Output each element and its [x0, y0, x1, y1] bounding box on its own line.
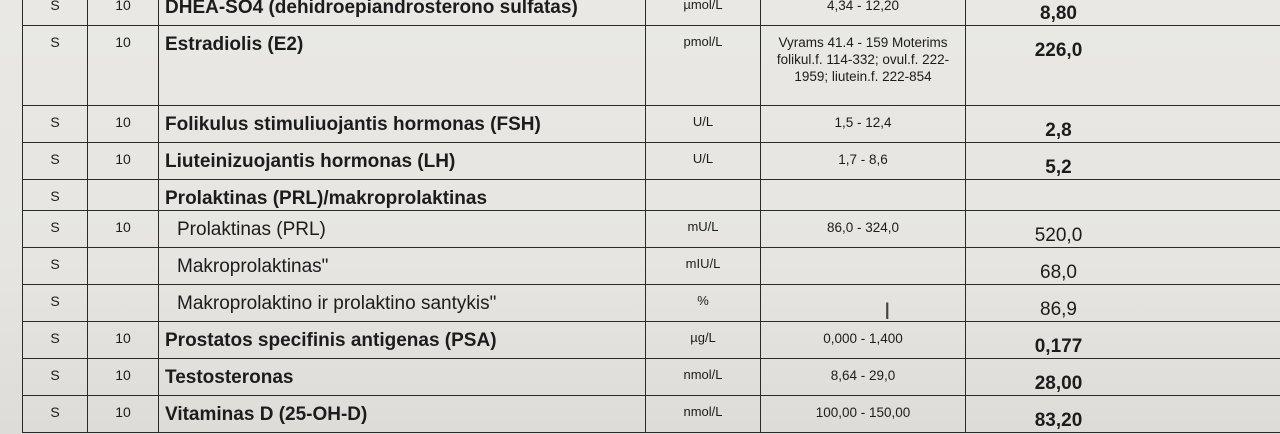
- test-code: 10: [115, 404, 131, 420]
- table-row: [23, 0, 1280, 26]
- unit-cell: [646, 396, 761, 433]
- reference-range: [761, 285, 965, 293]
- test-code: 10: [115, 219, 131, 235]
- unit: [646, 180, 760, 188]
- specimen-code-cell: [23, 0, 88, 26]
- reference-range: 8,64 - 29,0: [830, 368, 896, 383]
- table-row: [23, 180, 1280, 211]
- table-row: [23, 211, 1280, 248]
- specimen-code: S: [50, 219, 60, 235]
- result-value-cell: [966, 0, 1280, 26]
- test-code-cell: [88, 143, 159, 180]
- reference-range-cell: [761, 396, 966, 433]
- test-name-cell: [159, 396, 646, 433]
- test-name: Folikulus stimuliuojantis hormonas (FSH): [165, 114, 541, 135]
- result-value: 2,8: [1045, 120, 1072, 141]
- unit-cell: [646, 26, 761, 106]
- specimen-code: S: [50, 293, 60, 309]
- test-code-cell: [88, 359, 159, 396]
- unit-cell: [646, 0, 761, 26]
- table-row: [23, 322, 1280, 359]
- specimen-code-cell: [23, 211, 88, 248]
- result-value-cell: [966, 106, 1280, 143]
- specimen-code: S: [50, 367, 60, 383]
- test-code: 10: [115, 34, 131, 50]
- result-value: 8,80: [1040, 3, 1077, 24]
- test-code: [88, 285, 158, 293]
- table-row: [23, 26, 1280, 106]
- result-value: 5,2: [1045, 157, 1072, 178]
- lab-results-table: [22, 0, 1280, 433]
- reference-range: 1,5 - 12,4: [834, 115, 892, 130]
- reference-range: 0,000 - 1,400: [823, 331, 903, 346]
- reference-range: 1,7 - 8,6: [838, 152, 888, 167]
- unit: µg/L: [690, 330, 716, 345]
- test-name: Testosteronas: [165, 367, 294, 388]
- test-name-cell: [159, 180, 646, 211]
- test-name: Makroprolaktino ir prolaktino santykis": [177, 293, 497, 314]
- reference-range: 4,34 - 12,20: [826, 0, 900, 13]
- test-name-cell: [159, 26, 646, 106]
- reference-range-cell: [761, 143, 966, 180]
- unit-cell: [646, 285, 761, 322]
- result-value-cell: [966, 180, 1280, 211]
- specimen-code: S: [50, 34, 60, 50]
- result-value: 28,00: [1034, 373, 1083, 394]
- result-value: 226,0: [1034, 40, 1083, 61]
- table-row: [23, 285, 1280, 322]
- unit-cell: [646, 359, 761, 396]
- specimen-code: S: [50, 0, 60, 13]
- reference-range: 100,00 - 150,00: [815, 405, 911, 420]
- test-code: 10: [115, 114, 131, 130]
- reference-range: [761, 180, 965, 188]
- text-cursor-icon: I: [884, 300, 891, 325]
- result-value: 86,9: [1040, 299, 1077, 320]
- unit-cell: [646, 143, 761, 180]
- unit: nmol/L: [683, 367, 723, 382]
- result-value: 0,177: [1034, 336, 1083, 357]
- specimen-code: S: [50, 404, 60, 420]
- test-code-cell: [88, 285, 159, 322]
- specimen-code: S: [50, 330, 60, 346]
- specimen-code: S: [50, 188, 60, 204]
- test-name-cell: [159, 143, 646, 180]
- reference-range: [761, 248, 965, 256]
- result-value: 520,0: [1034, 225, 1083, 246]
- result-value-cell: [966, 396, 1280, 433]
- test-code: 10: [115, 151, 131, 167]
- unit: U/L: [692, 114, 714, 129]
- reference-range: Vyrams 41.4 - 159 Moterims folikul.f. 114-332; ovul.f. 222-1959; liutein.f. 222-854: [776, 35, 950, 84]
- result-value: [966, 180, 1151, 194]
- specimen-code: S: [50, 151, 60, 167]
- unit: nmol/L: [683, 404, 723, 419]
- test-code: 10: [115, 0, 131, 13]
- result-value-cell: [966, 143, 1280, 180]
- test-code: [88, 180, 158, 188]
- reference-range-cell: [761, 285, 966, 325]
- reference-range-cell: [761, 180, 966, 211]
- test-name-cell: [159, 106, 646, 143]
- result-value-cell: [966, 248, 1280, 285]
- test-name-cell: [159, 0, 646, 26]
- specimen-code-cell: [23, 359, 88, 396]
- unit: µmol/L: [683, 0, 723, 12]
- reference-range-cell: [761, 248, 966, 285]
- table-row: [23, 248, 1280, 285]
- test-code-cell: [88, 26, 159, 106]
- test-name: Estradiolis (E2): [165, 34, 304, 55]
- unit-cell: [646, 106, 761, 143]
- test-code-cell: [88, 322, 159, 359]
- unit: pmol/L: [683, 34, 723, 49]
- reference-range-cell: [761, 211, 966, 248]
- test-name: Liuteinizuojantis hormonas (LH): [165, 151, 456, 172]
- specimen-code-cell: [23, 26, 88, 106]
- reference-range: 86,0 - 324,0: [826, 220, 900, 235]
- lab-results-body: [23, 0, 1280, 433]
- reference-range-cell: [761, 322, 966, 359]
- specimen-code-cell: [23, 396, 88, 433]
- test-name-cell: [159, 211, 646, 248]
- unit: mU/L: [687, 219, 719, 234]
- test-name: Prostatos specifinis antigenas (PSA): [165, 330, 497, 351]
- test-code-cell: [88, 248, 159, 285]
- table-row: [23, 143, 1280, 180]
- reference-range-cell: [761, 0, 966, 26]
- unit-cell: [646, 180, 761, 211]
- test-code-cell: [88, 180, 159, 211]
- test-code-cell: [88, 106, 159, 143]
- test-code-cell: [88, 396, 159, 433]
- reference-range-cell: [761, 359, 966, 396]
- result-value-cell: [966, 211, 1280, 248]
- unit-cell: [646, 322, 761, 359]
- test-code-cell: [88, 0, 159, 26]
- specimen-code-cell: [23, 143, 88, 180]
- test-name-cell: [159, 322, 646, 359]
- test-name: Vitaminas D (25-OH-D): [165, 404, 368, 425]
- unit-cell: [646, 248, 761, 285]
- table-row: [23, 106, 1280, 143]
- result-value-cell: [966, 285, 1280, 322]
- test-code: 10: [115, 330, 131, 346]
- specimen-code: S: [50, 256, 60, 272]
- result-value-cell: [966, 322, 1280, 359]
- unit: %: [697, 293, 709, 308]
- reference-range-cell: [761, 26, 966, 106]
- unit: U/L: [692, 151, 714, 166]
- test-name: Prolaktinas (PRL): [177, 219, 326, 240]
- specimen-code: S: [50, 114, 60, 130]
- test-name: Makroprolaktinas": [177, 256, 329, 277]
- test-name: DHEA-SO4 (dehidroepiandrosterono sulfatas): [165, 0, 578, 18]
- test-code-cell: [88, 211, 159, 248]
- specimen-code-cell: [23, 248, 88, 285]
- test-code: 10: [115, 367, 131, 383]
- test-name-cell: [159, 359, 646, 396]
- specimen-code-cell: [23, 285, 88, 322]
- specimen-code-cell: [23, 106, 88, 143]
- table-row: [23, 359, 1280, 396]
- reference-range-cell: [761, 106, 966, 143]
- test-name: Prolaktinas (PRL)/makroprolaktinas: [165, 188, 488, 209]
- result-value-cell: [966, 26, 1280, 106]
- specimen-code-cell: [23, 322, 88, 359]
- table-row: [23, 396, 1280, 433]
- result-value: 83,20: [1034, 410, 1083, 431]
- test-name-cell: [159, 248, 646, 285]
- test-code: [88, 248, 158, 256]
- result-value: 68,0: [1040, 262, 1077, 283]
- unit: mIU/L: [685, 256, 721, 271]
- specimen-code-cell: [23, 180, 88, 211]
- unit-cell: [646, 211, 761, 248]
- result-value-cell: [966, 359, 1280, 396]
- test-name-cell: [159, 285, 646, 322]
